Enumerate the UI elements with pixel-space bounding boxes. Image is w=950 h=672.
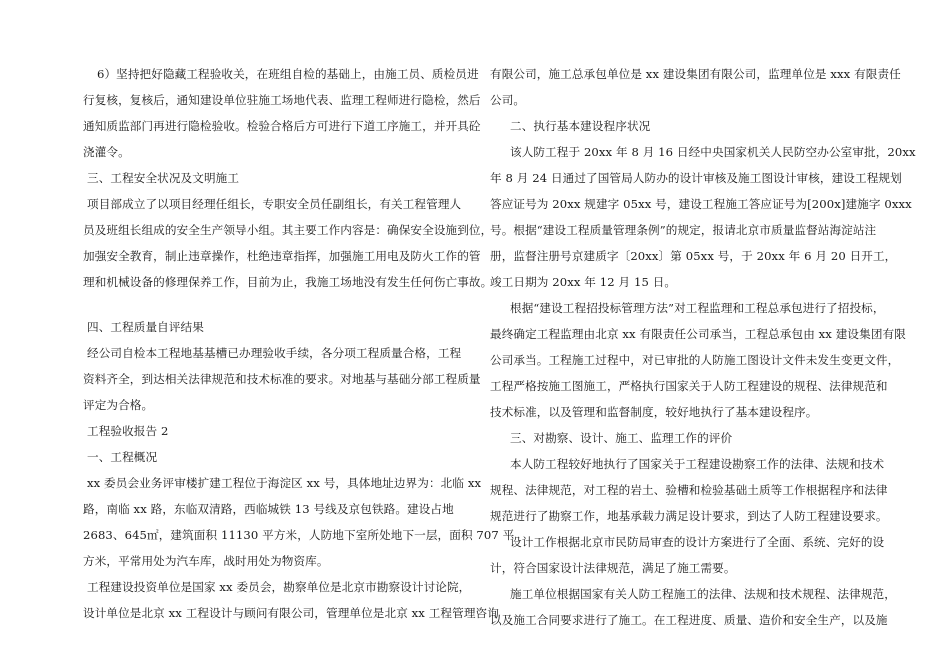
text-line: 加强安全教育，制止违章操作，杜绝违章指挥，加强施工用电及防火工作的管: [83, 249, 481, 263]
text-line: xx 委员会业务评审楼扩建工程位于海淀区 xx 号，具体地址边界为：北临 xx: [87, 476, 482, 490]
text-line: 本人防工程较好地执行了国家关于工程建设勘察工作的法律、法规和技术: [510, 457, 885, 471]
text-line: 答应证号为 20xx 规建字 05xx 号，建设工程施工答应证号为[200x]建施字 0xxx: [490, 197, 912, 211]
text-line: 该人防工程于 20xx 年 8 月 16 日经中央国家机关人民防空办公室审批，20xx: [510, 145, 916, 159]
text-line: 号。根据“建设工程质量管理条例”的规定，报请北京市质量监督站海淀站注: [490, 223, 877, 237]
section-heading: 四、工程质量自评结果: [87, 320, 204, 334]
section-heading: 三、对勘察、设计、施工、监理工作的评价: [510, 431, 733, 445]
text-line: 2683、645㎡，建筑面积 11130 平方米，人防地下室所处地下一层，面积 707 平: [83, 528, 515, 542]
text-line: 行复核，复核后，通知建设单位驻施工场地代表、监理工程师进行隐检，然后: [83, 93, 481, 107]
text-line: 册，监督注册号京建质字〔20xx〕第 05xx 号，于 20xx 年 6 月 20 日开工，: [490, 249, 897, 263]
text-line: 公司承当。工程施工过程中，对已审批的人防施工图设计文件未发生变更文件，: [490, 353, 900, 367]
section-heading: 一、工程概况: [87, 450, 158, 464]
text-line: 施工单位根据国家有关人防工程施工的法律、法规和技术规程、法律规范，: [510, 587, 896, 601]
text-line: 竣工日期为 20xx 年 12 月 15 日。: [490, 275, 677, 289]
text-line: 根据“建设工程招投标管理方法”对工程监理和工程总承包进行了招投标，: [510, 301, 885, 315]
section-heading: 二、执行基本建设程序状况: [510, 119, 651, 133]
text-line: 方米，平常用处为汽车库，战时用处为物资库。: [83, 554, 329, 568]
text-line: 有限公司，施工总承包单位是 xx 建设集团有限公司，监理单位是 xxx 有限责任: [490, 67, 901, 81]
text-line: 浇灌令。: [83, 145, 130, 159]
text-line: 理和机械设备的修理保养工作，目前为止，我施工场地没有发生任何伤亡事故。: [83, 275, 493, 289]
report-title: 工程验收报告 2: [87, 424, 169, 438]
text-line: 经公司自检本工程地基基槽已办理验收手续，各分项工程质量合格，工程: [87, 346, 462, 360]
section-heading: 三、工程安全状况及文明施工: [87, 171, 240, 185]
text-line: 公司。: [490, 93, 526, 107]
text-line: 计，符合国家设计法律规范，满足了施工需要。: [490, 561, 736, 575]
text-line: 工程建设投资单位是国家 xx 委员会，勘察单位是北京市勘察设计讨论院，: [87, 580, 471, 594]
text-line: 设计工作根据北京市民防局审查的设计方案进行了全面、系统、完好的设: [510, 535, 885, 549]
text-line: 年 8 月 24 日通过了国管局人防办的设计审核及施工图设计审核，建设工程规划: [490, 171, 902, 185]
text-line: 员及班组长组成的安全生产领导小组。其主要工作内容是：确保安全设施到位，: [83, 223, 493, 237]
text-line: 项目部成立了以项目经理任组长，专职安全员任副组长，有关工程管理人: [87, 197, 462, 211]
text-line: 通知质监部门再进行隐检验收。检验合格后方可进行下道工序施工，并开具砼: [83, 119, 481, 133]
text-line: 最终确定工程监理由北京 xx 有限责任公司承当，工程总承包由 xx 建设集团有限: [490, 327, 906, 341]
text-line: 评定为合格。: [83, 398, 154, 412]
text-line: 规程、法律规范，对工程的岩土、验槽和检验基础土质等工作根据程序和法律: [490, 483, 888, 497]
text-line: 资料齐全，到达相关法律规范和技术标准的要求。对地基与基础分部工程质量: [83, 372, 481, 386]
text-line: 技术标准，以及管理和监督制度，较好地执行了基本建设程序。: [490, 405, 818, 419]
text-line: 规范进行了勘察工作，地基承载力满足设计要求，到达了人防工程建设要求。: [490, 509, 888, 523]
text-line: 路，南临 xx 路，东临双清路，西临城铁 13 号线及京包铁路。建设占地: [83, 502, 454, 516]
text-line: 工程严格按施工图施工，严格执行国家关于人防工程建设的规程、法律规范和: [490, 379, 888, 393]
text-line: 设计单位是北京 xx 工程设计与顾问有限公司，管理单位是北京 xx 工程管理咨询: [83, 606, 499, 620]
text-line: 6）坚持把好隐藏工程验收关，在班组自检的基础上，由施工员、质检员进: [97, 67, 479, 81]
text-line: 以及施工合同要求进行了施工。在工程进度、质量、造价和安全生产，以及施: [490, 613, 888, 627]
